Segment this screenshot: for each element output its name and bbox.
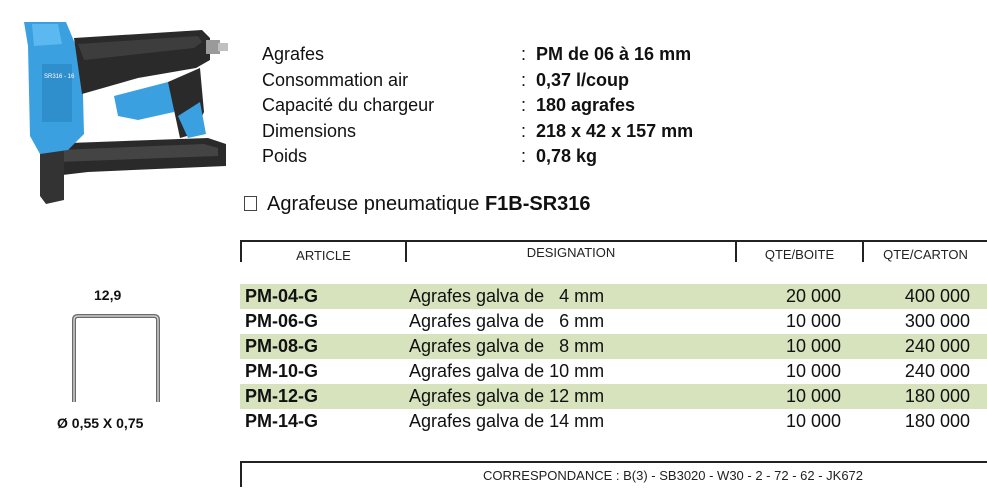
spec-value: 0,78 kg bbox=[536, 146, 598, 166]
table-row bbox=[240, 309, 987, 334]
product-prefix: Agrafeuse pneumatique bbox=[267, 193, 480, 215]
cell-designation: Agrafes galva de 14 mm bbox=[409, 411, 605, 431]
staple-diagram bbox=[66, 312, 166, 404]
cell-qte-boite: 10 000 bbox=[785, 336, 841, 356]
cell-qte-carton: 400 000 bbox=[904, 286, 970, 306]
stapler-tool-image bbox=[18, 16, 232, 206]
cell-qte-boite: 10 000 bbox=[785, 311, 841, 331]
spec-separator: : bbox=[521, 120, 527, 141]
table-row bbox=[240, 284, 987, 309]
cell-article: PM-04-G bbox=[245, 286, 319, 306]
spec-label: Consommation air bbox=[262, 69, 409, 90]
column-header-qte-boite: QTE/BOITE bbox=[737, 242, 864, 262]
cell-designation: Agrafes galva de 4 mm bbox=[409, 286, 605, 306]
spec-value: PM de 06 à 16 mm bbox=[536, 44, 692, 64]
tool-model-label: SR316 - 16 bbox=[44, 74, 75, 80]
cell-article: PM-06-G bbox=[245, 311, 319, 331]
staple-dimensions-label: Ø 0,55 X 0,75 bbox=[57, 415, 144, 431]
spec-separator: : bbox=[521, 95, 527, 115]
table-row bbox=[240, 334, 987, 359]
spec-value: 0,37 l/coup bbox=[536, 69, 630, 90]
table-row bbox=[240, 384, 987, 409]
column-header-qte-carton: QTE/CARTON bbox=[883, 247, 968, 262]
cell-designation: Agrafes galva de 10 mm bbox=[409, 361, 605, 381]
cell-designation: Agrafes galva de 8 mm bbox=[409, 336, 605, 356]
table-row bbox=[240, 359, 987, 384]
cell-qte-carton: 300 000 bbox=[904, 311, 970, 331]
correspondance-footer: CORRESPONDANCE : B(3) - SB3020 - W30 - 2 - 72 - 62 - JK672 bbox=[240, 461, 987, 487]
cell-qte-carton: 240 000 bbox=[904, 336, 970, 356]
spec-separator: : bbox=[521, 44, 527, 64]
cell-article: PM-12-G bbox=[245, 386, 319, 406]
cell-article: PM-14-G bbox=[245, 411, 319, 431]
spec-label: Capacité du chargeur bbox=[262, 95, 435, 115]
spec-label: Poids bbox=[262, 146, 308, 166]
cell-qte-carton: 180 000 bbox=[904, 386, 970, 406]
product-title bbox=[244, 193, 591, 216]
checkbox-icon bbox=[244, 196, 257, 211]
cell-article: PM-08-G bbox=[245, 336, 319, 356]
cell-designation: Agrafes galva de 12 mm bbox=[409, 386, 605, 406]
table-body bbox=[240, 284, 987, 434]
cell-qte-boite: 10 000 bbox=[785, 411, 841, 431]
cell-qte-boite: 20 000 bbox=[785, 286, 841, 306]
spec-label: Agrafes bbox=[262, 44, 325, 64]
column-header-designation: DESIGNATION bbox=[407, 242, 737, 262]
table-row bbox=[240, 409, 987, 434]
cell-qte-carton: 240 000 bbox=[904, 361, 970, 381]
spec-label: Dimensions bbox=[262, 120, 357, 141]
product-model: F1B-SR316 bbox=[484, 193, 591, 215]
spec-separator: : bbox=[521, 69, 527, 90]
cell-qte-boite: 10 000 bbox=[785, 361, 841, 381]
cell-qte-boite: 10 000 bbox=[785, 386, 841, 406]
column-header-article: ARTICLE bbox=[242, 242, 407, 262]
cell-article: PM-10-G bbox=[245, 361, 319, 381]
cell-designation: Agrafes galva de 6 mm bbox=[409, 311, 605, 331]
staple-width-label: 12,9 bbox=[94, 287, 122, 303]
spec-separator: : bbox=[521, 146, 527, 166]
spec-value: 180 agrafes bbox=[536, 95, 636, 115]
table-header bbox=[240, 240, 987, 262]
spec-value: 218 x 42 x 157 mm bbox=[536, 120, 694, 141]
cell-qte-carton: 180 000 bbox=[904, 411, 970, 431]
